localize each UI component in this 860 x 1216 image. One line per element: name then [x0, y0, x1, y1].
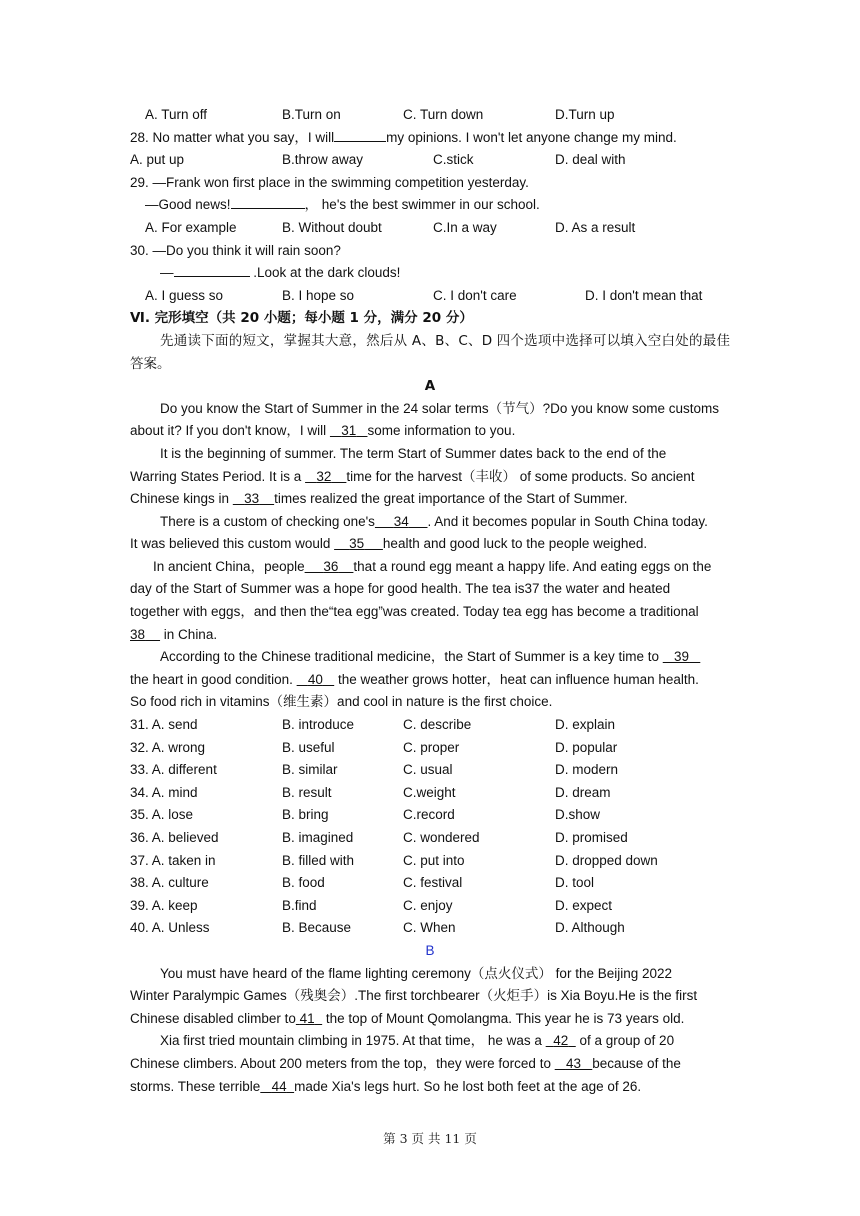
option-row	[130, 850, 730, 873]
option[interactable]: D. expect	[555, 897, 613, 913]
option[interactable]: 36. A. believed	[130, 830, 219, 845]
passage-text: Chinese climbers. About 200 meters from the top，they were forced to 43 because of the	[130, 1055, 681, 1071]
option-row	[130, 759, 730, 782]
q29-options	[130, 217, 730, 240]
passage-text: According to the Chinese traditional medicine，the Start of Summer is a key time to 39	[130, 646, 730, 669]
option-row	[130, 714, 730, 737]
answer-blank[interactable]	[334, 127, 386, 142]
passage-text: 38 in China.	[130, 626, 218, 642]
option[interactable]: C. enjoy	[403, 897, 453, 913]
passage-text: Do you know the Start of Summer in the 24 solar terms（节气）?Do you know some customs	[160, 400, 719, 416]
option-row	[130, 872, 730, 895]
blank-34[interactable]: 34	[393, 513, 409, 529]
option[interactable]: D. promised	[555, 830, 628, 845]
options-table	[130, 714, 730, 940]
option[interactable]: B. similar	[282, 762, 338, 778]
option[interactable]: C. When	[403, 920, 456, 936]
passage-text: about it? If you don't know，I will 31 some information to you.	[130, 423, 516, 439]
passage-text: You must have heard of the flame lighting ceremony（点火仪式） for the Beijing 2022	[160, 965, 673, 981]
question-28: 28. No matter what you say，I will my opinions. I won't let anyone change my mind.	[130, 127, 730, 150]
option[interactable]: D. deal with	[555, 152, 626, 168]
option[interactable]: D. popular	[555, 739, 618, 755]
option[interactable]: A. Turn off	[145, 107, 208, 122]
option[interactable]: B.find	[282, 897, 317, 913]
q30-options	[130, 285, 730, 308]
option[interactable]: C.In a way	[433, 219, 497, 235]
answer-blank[interactable]	[231, 194, 305, 209]
option[interactable]: C. festival	[403, 875, 463, 891]
option[interactable]: C.weight	[403, 784, 456, 800]
blank-31[interactable]: 31	[341, 423, 357, 439]
option[interactable]: D. dream	[555, 784, 611, 800]
option[interactable]: B. result	[282, 784, 332, 800]
option[interactable]: B. filled with	[282, 852, 355, 868]
section-title: Ⅵ. 完形填空（共 20 小题；每小题 1 分，满分 20 分）	[130, 310, 473, 327]
option[interactable]: 35. A. lose	[130, 807, 194, 823]
option[interactable]: 40. A. Unless	[130, 920, 210, 936]
passage-text: Warring States Period. It is a 32 time for the harvest（丰收） of some products. So ancient	[130, 468, 695, 484]
option[interactable]: 33. A. different	[130, 762, 217, 778]
passage-text: So food rich in vitamins（维生素）and cool in nature is the first choice.	[130, 694, 553, 710]
passage-text: the heart in good condition. 40 the weather grows hotter，heat can influence human health.	[130, 671, 699, 687]
question-30-reply: — .Look at the dark clouds!	[130, 262, 730, 285]
option[interactable]: 39. A. keep	[130, 897, 198, 913]
blank-41[interactable]: 41	[299, 1010, 315, 1026]
option[interactable]: D.Turn up	[555, 107, 615, 122]
option[interactable]: B. useful	[282, 739, 335, 755]
option-row	[130, 804, 730, 827]
option[interactable]: D. dropped down	[555, 852, 658, 868]
option[interactable]: C. put into	[403, 852, 465, 868]
option[interactable]: D. modern	[555, 762, 619, 778]
option-row	[130, 895, 730, 918]
passage-text: Winter Paralympic Games（残奥会）.The first torchbearer（火炬手）is Xia Boyu.He is the first	[130, 988, 698, 1004]
passage-text: together with eggs，and then the“tea egg”was created. Today tea egg has become a traditional	[130, 604, 699, 620]
passage-a-label: A	[424, 378, 436, 395]
passage-text: storms. These terrible 44 made Xia's legs hurt. So he lost both feet at the age of 26.	[130, 1078, 642, 1094]
passage-text: It is the beginning of summer. The term Start of Summer dates back to the end of the	[160, 445, 667, 461]
option[interactable]: B. I hope so	[282, 287, 355, 303]
blank-35[interactable]: 35	[349, 536, 365, 552]
blank-39[interactable]: 39	[674, 649, 690, 665]
option[interactable]: C. Turn down	[403, 107, 484, 122]
option[interactable]: 32. A. wrong	[130, 739, 206, 755]
question-29: 29. —Frank won first place in the swimming competition yesterday.	[130, 174, 529, 190]
option[interactable]: C.stick	[433, 152, 474, 168]
option-row	[130, 917, 730, 940]
q27-options	[130, 104, 730, 127]
answer-blank[interactable]	[174, 262, 250, 277]
option[interactable]: B. Without doubt	[282, 219, 382, 235]
option-row	[130, 737, 730, 760]
passage-text: It was believed this custom would 35 health and good luck to the people weighed.	[130, 536, 648, 552]
passage-text: Chinese disabled climber to 41 the top of Mount Qomolangma. This year he is 73 years old.	[130, 1010, 685, 1026]
option[interactable]: 31. A. send	[130, 717, 198, 733]
blank-38[interactable]: 38	[130, 626, 146, 642]
option[interactable]: A. put up	[130, 152, 185, 168]
option[interactable]: D. Although	[555, 920, 625, 936]
option[interactable]: C. usual	[403, 762, 453, 778]
passage-text: Chinese kings in 33 times realized the great importance of the Start of Summer.	[130, 491, 628, 507]
question-30: 30. —Do you think it will rain soon?	[130, 242, 341, 258]
option[interactable]: B. food	[282, 875, 325, 891]
blank-36[interactable]: 36	[323, 558, 339, 574]
passage-text: day of the Start of Summer was a hope for good health. The tea is37 the water and heated	[130, 581, 671, 597]
option[interactable]: D.show	[555, 807, 601, 823]
option[interactable]: C. I don't care	[433, 287, 517, 303]
option[interactable]: B. imagined	[282, 830, 354, 845]
blank-43[interactable]: 43	[565, 1055, 581, 1071]
option[interactable]: D. As a result	[555, 219, 636, 235]
passage-text: In ancient China，people 36 that a round egg meant a happy life. And eating eggs on the	[153, 558, 712, 574]
option[interactable]: A. For example	[145, 219, 237, 235]
q28-options	[130, 149, 730, 172]
option[interactable]: C. describe	[403, 717, 472, 733]
option[interactable]: D. I don't mean that	[585, 287, 703, 303]
option[interactable]: B. introduce	[282, 717, 355, 733]
passage-text: There is a custom of checking one's 34 . And it becomes popular in South China today.	[160, 513, 708, 529]
blank-42[interactable]: 42	[553, 1033, 569, 1049]
blank-33[interactable]: 33	[244, 491, 260, 507]
option[interactable]: B.Turn on	[282, 107, 341, 122]
option[interactable]: B. Because	[282, 920, 352, 936]
blank-44[interactable]: 44	[271, 1078, 287, 1094]
option[interactable]: D. explain	[555, 717, 616, 733]
option[interactable]: 37. A. taken in	[130, 852, 216, 868]
question-29-reply: —Good news! ， he's the best swimmer in our school.	[130, 194, 730, 217]
option[interactable]: B. bring	[282, 807, 329, 823]
option[interactable]: 34. A. mind	[130, 784, 198, 800]
blank-32[interactable]: 32	[316, 468, 332, 484]
section-instructions: 先通读下面的短文，掌握其大意，然后从 A、B、C、D 四个选项中选择可以填入空白处的最佳答案。	[130, 332, 730, 372]
option[interactable]: C.record	[403, 807, 455, 823]
option-row	[130, 827, 730, 850]
page-footer: 第 3 页 共 11 页	[383, 1131, 477, 1146]
option[interactable]: A. I guess so	[145, 287, 224, 303]
passage-text: Xia first tried mountain climbing in 1975. At that time， he was a 42 of a group of 20	[160, 1033, 675, 1049]
option[interactable]: C. wondered	[403, 830, 480, 845]
blank-40[interactable]: 40	[307, 671, 323, 687]
option[interactable]: 38. A. culture	[130, 875, 209, 891]
passage-b-label: B	[425, 942, 435, 958]
option[interactable]: D. tool	[555, 875, 595, 891]
option-row	[130, 782, 730, 805]
option[interactable]: C. proper	[403, 739, 460, 755]
option[interactable]: B.throw away	[282, 152, 364, 168]
exam-page	[130, 104, 730, 1098]
